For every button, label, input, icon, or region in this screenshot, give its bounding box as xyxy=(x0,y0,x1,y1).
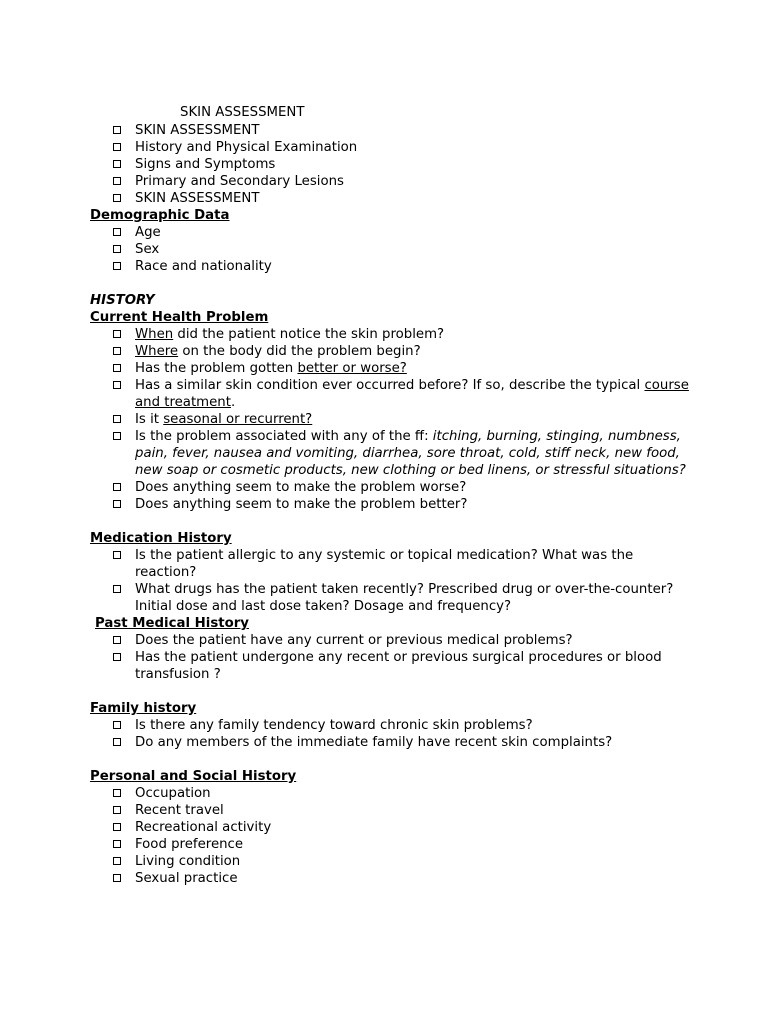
medication-heading: Medication History xyxy=(90,531,232,546)
checkbox-icon xyxy=(113,364,121,372)
checkbox-icon xyxy=(113,432,121,440)
checkbox-icon xyxy=(113,347,121,355)
list-item: Age xyxy=(90,224,690,241)
demographic-list xyxy=(90,224,690,275)
checkbox-icon xyxy=(113,381,121,389)
list-item: Does the patient have any current or previous medical problems? xyxy=(90,632,690,649)
personal-social-heading: Personal and Social History xyxy=(90,769,297,784)
list-item: Does anything seem to make the problem better? xyxy=(90,496,690,513)
list-item: Sex xyxy=(90,241,690,258)
list-item: Recreational activity xyxy=(90,819,690,836)
past-medical-list xyxy=(90,632,690,683)
spacer xyxy=(90,275,690,292)
checkbox-icon xyxy=(113,126,121,134)
checkbox-icon xyxy=(113,636,121,644)
checkbox-icon xyxy=(113,874,121,882)
checkbox-icon xyxy=(113,160,121,168)
list-item: Is the patient allergic to any systemic or topical medication? What was the reaction? xyxy=(90,547,690,581)
checkbox-icon xyxy=(113,143,121,151)
list-item: Has the problem gotten better or worse? xyxy=(90,360,690,377)
family-list xyxy=(90,717,690,751)
spacer xyxy=(90,683,690,700)
history-heading: HISTORY xyxy=(90,293,155,308)
current-health-heading: Current Health Problem xyxy=(90,310,269,325)
list-item: Has the patient undergone any recent or previous surgical procedures or blood transfusion ? xyxy=(90,649,690,683)
list-item: SKIN ASSESSMENT xyxy=(90,190,690,207)
checkbox-icon xyxy=(113,738,121,746)
checkbox-icon xyxy=(113,330,121,338)
list-item: Primary and Secondary Lesions xyxy=(90,173,690,190)
checkbox-icon xyxy=(113,823,121,831)
current-health-list xyxy=(90,326,690,513)
checkbox-icon xyxy=(113,194,121,202)
checkbox-icon xyxy=(113,806,121,814)
checkbox-icon xyxy=(113,585,121,593)
list-item: Occupation xyxy=(90,785,690,802)
list-item: Does anything seem to make the problem worse? xyxy=(90,479,690,496)
personal-social-list xyxy=(90,785,690,887)
checkbox-icon xyxy=(113,245,121,253)
checkbox-icon xyxy=(113,653,121,661)
spacer xyxy=(90,751,690,768)
past-medical-heading: Past Medical History xyxy=(95,616,249,631)
family-heading: Family history xyxy=(90,701,197,716)
list-item: Sexual practice xyxy=(90,870,690,887)
list-item: Signs and Symptoms xyxy=(90,156,690,173)
list-item: Is it seasonal or recurrent? xyxy=(90,411,690,428)
checkbox-icon xyxy=(113,551,121,559)
checkbox-icon xyxy=(113,721,121,729)
checkbox-icon xyxy=(113,228,121,236)
intro-list xyxy=(90,122,690,207)
list-item: Is there any family tendency toward chronic skin problems? xyxy=(90,717,690,734)
medication-list xyxy=(90,547,690,615)
list-item: Is the problem associated with any of the ff: itching, burning, stinging, numbness, pain, fever, nausea and vomiting, diarrhea, sore throat, cold, stiff neck, new food, new soap or cosmetic products, new clothing or bed linens, or stressful situations? xyxy=(90,428,690,479)
list-item: Living condition xyxy=(90,853,690,870)
list-item: Race and nationality xyxy=(90,258,690,275)
checkbox-icon xyxy=(113,500,121,508)
list-item: Do any members of the immediate family have recent skin complaints? xyxy=(90,734,690,751)
list-item: Where on the body did the problem begin? xyxy=(90,343,690,360)
checkbox-icon xyxy=(113,415,121,423)
spacer xyxy=(90,513,690,530)
list-item: History and Physical Examination xyxy=(90,139,690,156)
checkbox-icon xyxy=(113,483,121,491)
document-body xyxy=(90,104,690,887)
checkbox-icon xyxy=(113,857,121,865)
checkbox-icon xyxy=(113,262,121,270)
document-title: SKIN ASSESSMENT xyxy=(180,105,305,120)
list-item: Recent travel xyxy=(90,802,690,819)
list-item: When did the patient notice the skin problem? xyxy=(90,326,690,343)
checkbox-icon xyxy=(113,789,121,797)
list-item: Has a similar skin condition ever occurred before? If so, describe the typical course and treatment. xyxy=(90,377,690,411)
checkbox-icon xyxy=(113,177,121,185)
checkbox-icon xyxy=(113,840,121,848)
list-item: What drugs has the patient taken recently? Prescribed drug or over-the-counter? Initial dose and last dose taken? Dosage and frequency? xyxy=(90,581,690,615)
list-item: SKIN ASSESSMENT xyxy=(90,122,690,139)
demographic-heading: Demographic Data xyxy=(90,208,230,223)
list-item: Food preference xyxy=(90,836,690,853)
